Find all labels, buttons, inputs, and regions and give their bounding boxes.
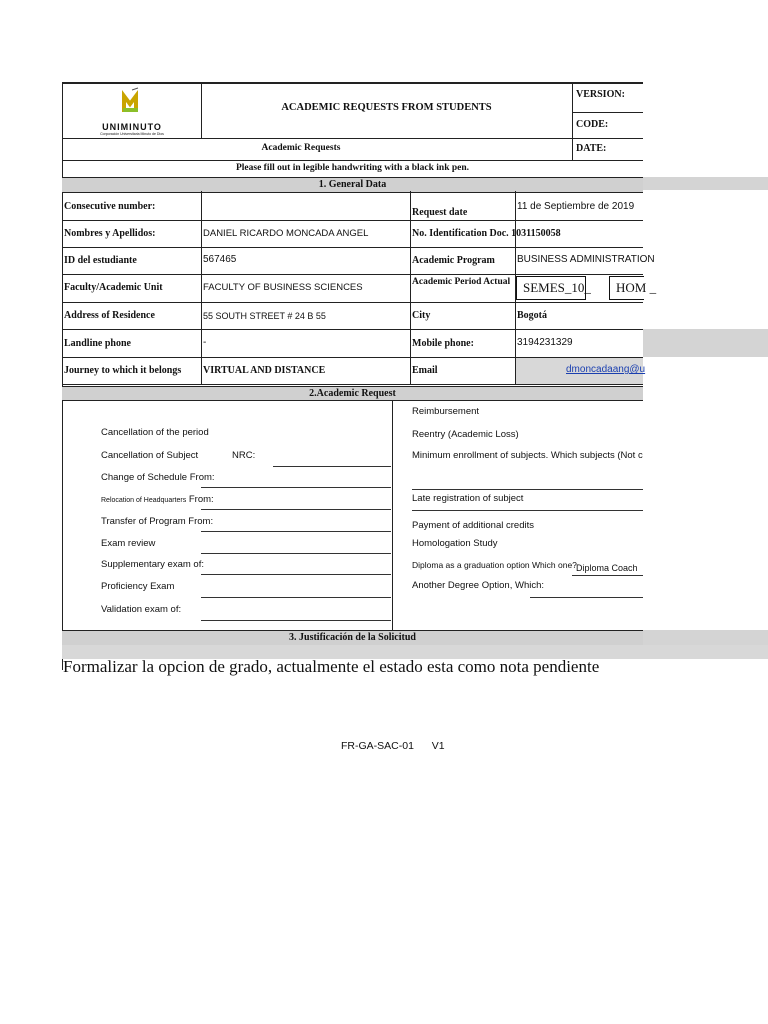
logo-tagline: Corporación Universitaria Minuto de Dios: [100, 132, 164, 136]
code-label: CODE:: [576, 119, 609, 130]
form-subtitle: Academic Requests: [261, 143, 341, 153]
late-registration-line: [412, 510, 643, 511]
change-schedule-line: [201, 487, 391, 488]
student-id-label: ID del estudiante: [64, 255, 137, 266]
city-label: City: [412, 310, 431, 321]
diploma-value[interactable]: Diploma Coach: [576, 563, 638, 573]
footer-version: V1: [431, 740, 445, 752]
student-id-value[interactable]: 567465: [203, 254, 237, 265]
diploma-line: [572, 575, 643, 576]
form-title: ACADEMIC REQUESTS FROM STUDENTS: [281, 102, 492, 113]
full-name-label: Nombres y Apellidos:: [64, 228, 156, 239]
exam-review-line: [201, 553, 391, 554]
homologation-option[interactable]: Homologation Study: [412, 538, 498, 549]
another-degree-option[interactable]: Another Degree Option, Which:: [412, 580, 545, 591]
request-date-value[interactable]: 11 de Septiembre de 2019: [517, 201, 635, 212]
academic-program-value[interactable]: BUSINESS ADMINISTRATION: [517, 254, 655, 265]
landline-label: Landline phone: [64, 338, 131, 349]
cancel-subject-option[interactable]: Cancellation of Subject: [101, 450, 199, 461]
cancel-period-option[interactable]: Cancellation of the period: [101, 427, 209, 438]
journey-value[interactable]: VIRTUAL AND DISTANCE: [203, 365, 326, 376]
relocation-small-label: Relocation of Headquarters: [101, 497, 187, 504]
justification-text[interactable]: Formalizar la opcion de grado, actualmente el estado esta como nota pendiente: [63, 657, 600, 676]
request-date-label: Request date: [412, 207, 468, 218]
supplementary-option[interactable]: Supplementary exam of:: [101, 559, 204, 570]
min-enrollment-line: [412, 489, 643, 490]
mobile-phone-label: Mobile phone:: [412, 338, 474, 349]
change-schedule-option[interactable]: Change of Schedule From:: [101, 472, 215, 483]
city-value[interactable]: Bogotá: [517, 310, 547, 321]
proficiency-line: [201, 597, 391, 598]
instructions-text: Please fill out in legible handwriting with a black ink pen.: [235, 163, 470, 173]
footer-code: FR-GA-SAC-01: [341, 740, 414, 752]
email-value[interactable]: dmoncadaang@u: [566, 364, 646, 375]
reentry-option[interactable]: Reentry (Academic Loss): [412, 429, 519, 440]
faculty-label: Faculty/Academic Unit: [64, 282, 163, 293]
section1-header: 1. General Data: [62, 177, 643, 193]
schedule-box[interactable]: HOM _: [609, 276, 644, 300]
logo-emblem-icon: [82, 88, 182, 118]
academic-period-label: Academic Period Actual: [412, 277, 511, 287]
justification-clip: [63, 645, 663, 676]
additional-credits-option[interactable]: Payment of additional credits: [412, 520, 534, 531]
supplementary-line: [201, 574, 391, 575]
diploma-option[interactable]: Diploma as a graduation option Which one?: [412, 560, 577, 570]
proficiency-option[interactable]: Proficiency Exam: [101, 581, 175, 592]
min-enrollment-option[interactable]: Minimum enrollment of subjects. Which subjects (Not c: [412, 450, 643, 461]
relocation-from-label: From:: [188, 494, 214, 505]
validation-line: [201, 620, 391, 621]
logo-name: UNIMINUTO: [102, 122, 162, 132]
transfer-line: [201, 531, 391, 532]
journey-label: Journey to which it belongs: [64, 365, 182, 376]
relocation-option[interactable]: [101, 494, 214, 505]
landline-value[interactable]: -: [203, 337, 207, 348]
email-label: Email: [412, 365, 438, 376]
address-label: Address of Residence: [64, 310, 155, 321]
semester-box[interactable]: SEMES_10_: [516, 276, 586, 300]
nrc-label: NRC:: [232, 450, 256, 461]
another-degree-line: [530, 597, 643, 598]
date-label: DATE:: [576, 143, 607, 154]
uniminuto-logo: [82, 88, 182, 136]
address-value[interactable]: 55 SOUTH STREET # 24 B 55: [203, 311, 326, 321]
exam-review-option[interactable]: Exam review: [101, 538, 156, 549]
academic-program-label: Academic Program: [412, 255, 495, 266]
version-label: VERSION:: [576, 89, 625, 100]
consecutive-number-label: Consecutive number:: [64, 201, 156, 212]
footer: [341, 740, 445, 752]
section2-header: 2.Academic Request: [62, 386, 643, 401]
validation-option[interactable]: Validation exam of:: [101, 604, 182, 615]
transfer-option[interactable]: Transfer of Program From:: [101, 516, 214, 527]
reimbursement-option[interactable]: Reimbursement: [412, 406, 480, 417]
late-registration-option[interactable]: Late registration of subject: [412, 493, 524, 504]
relocation-line: [201, 509, 391, 510]
faculty-value[interactable]: FACULTY OF BUSINESS SCIENCES: [203, 282, 363, 293]
full-name-value[interactable]: DANIEL RICARDO MONCADA ANGEL: [203, 228, 369, 239]
mobile-phone-value[interactable]: 3194231329: [517, 337, 573, 348]
section3-header: 3. Justificación de la Solicitud: [62, 630, 643, 646]
nrc-line: [273, 466, 391, 467]
id-doc-label: No. Identification Doc. 1031150058: [412, 228, 561, 239]
